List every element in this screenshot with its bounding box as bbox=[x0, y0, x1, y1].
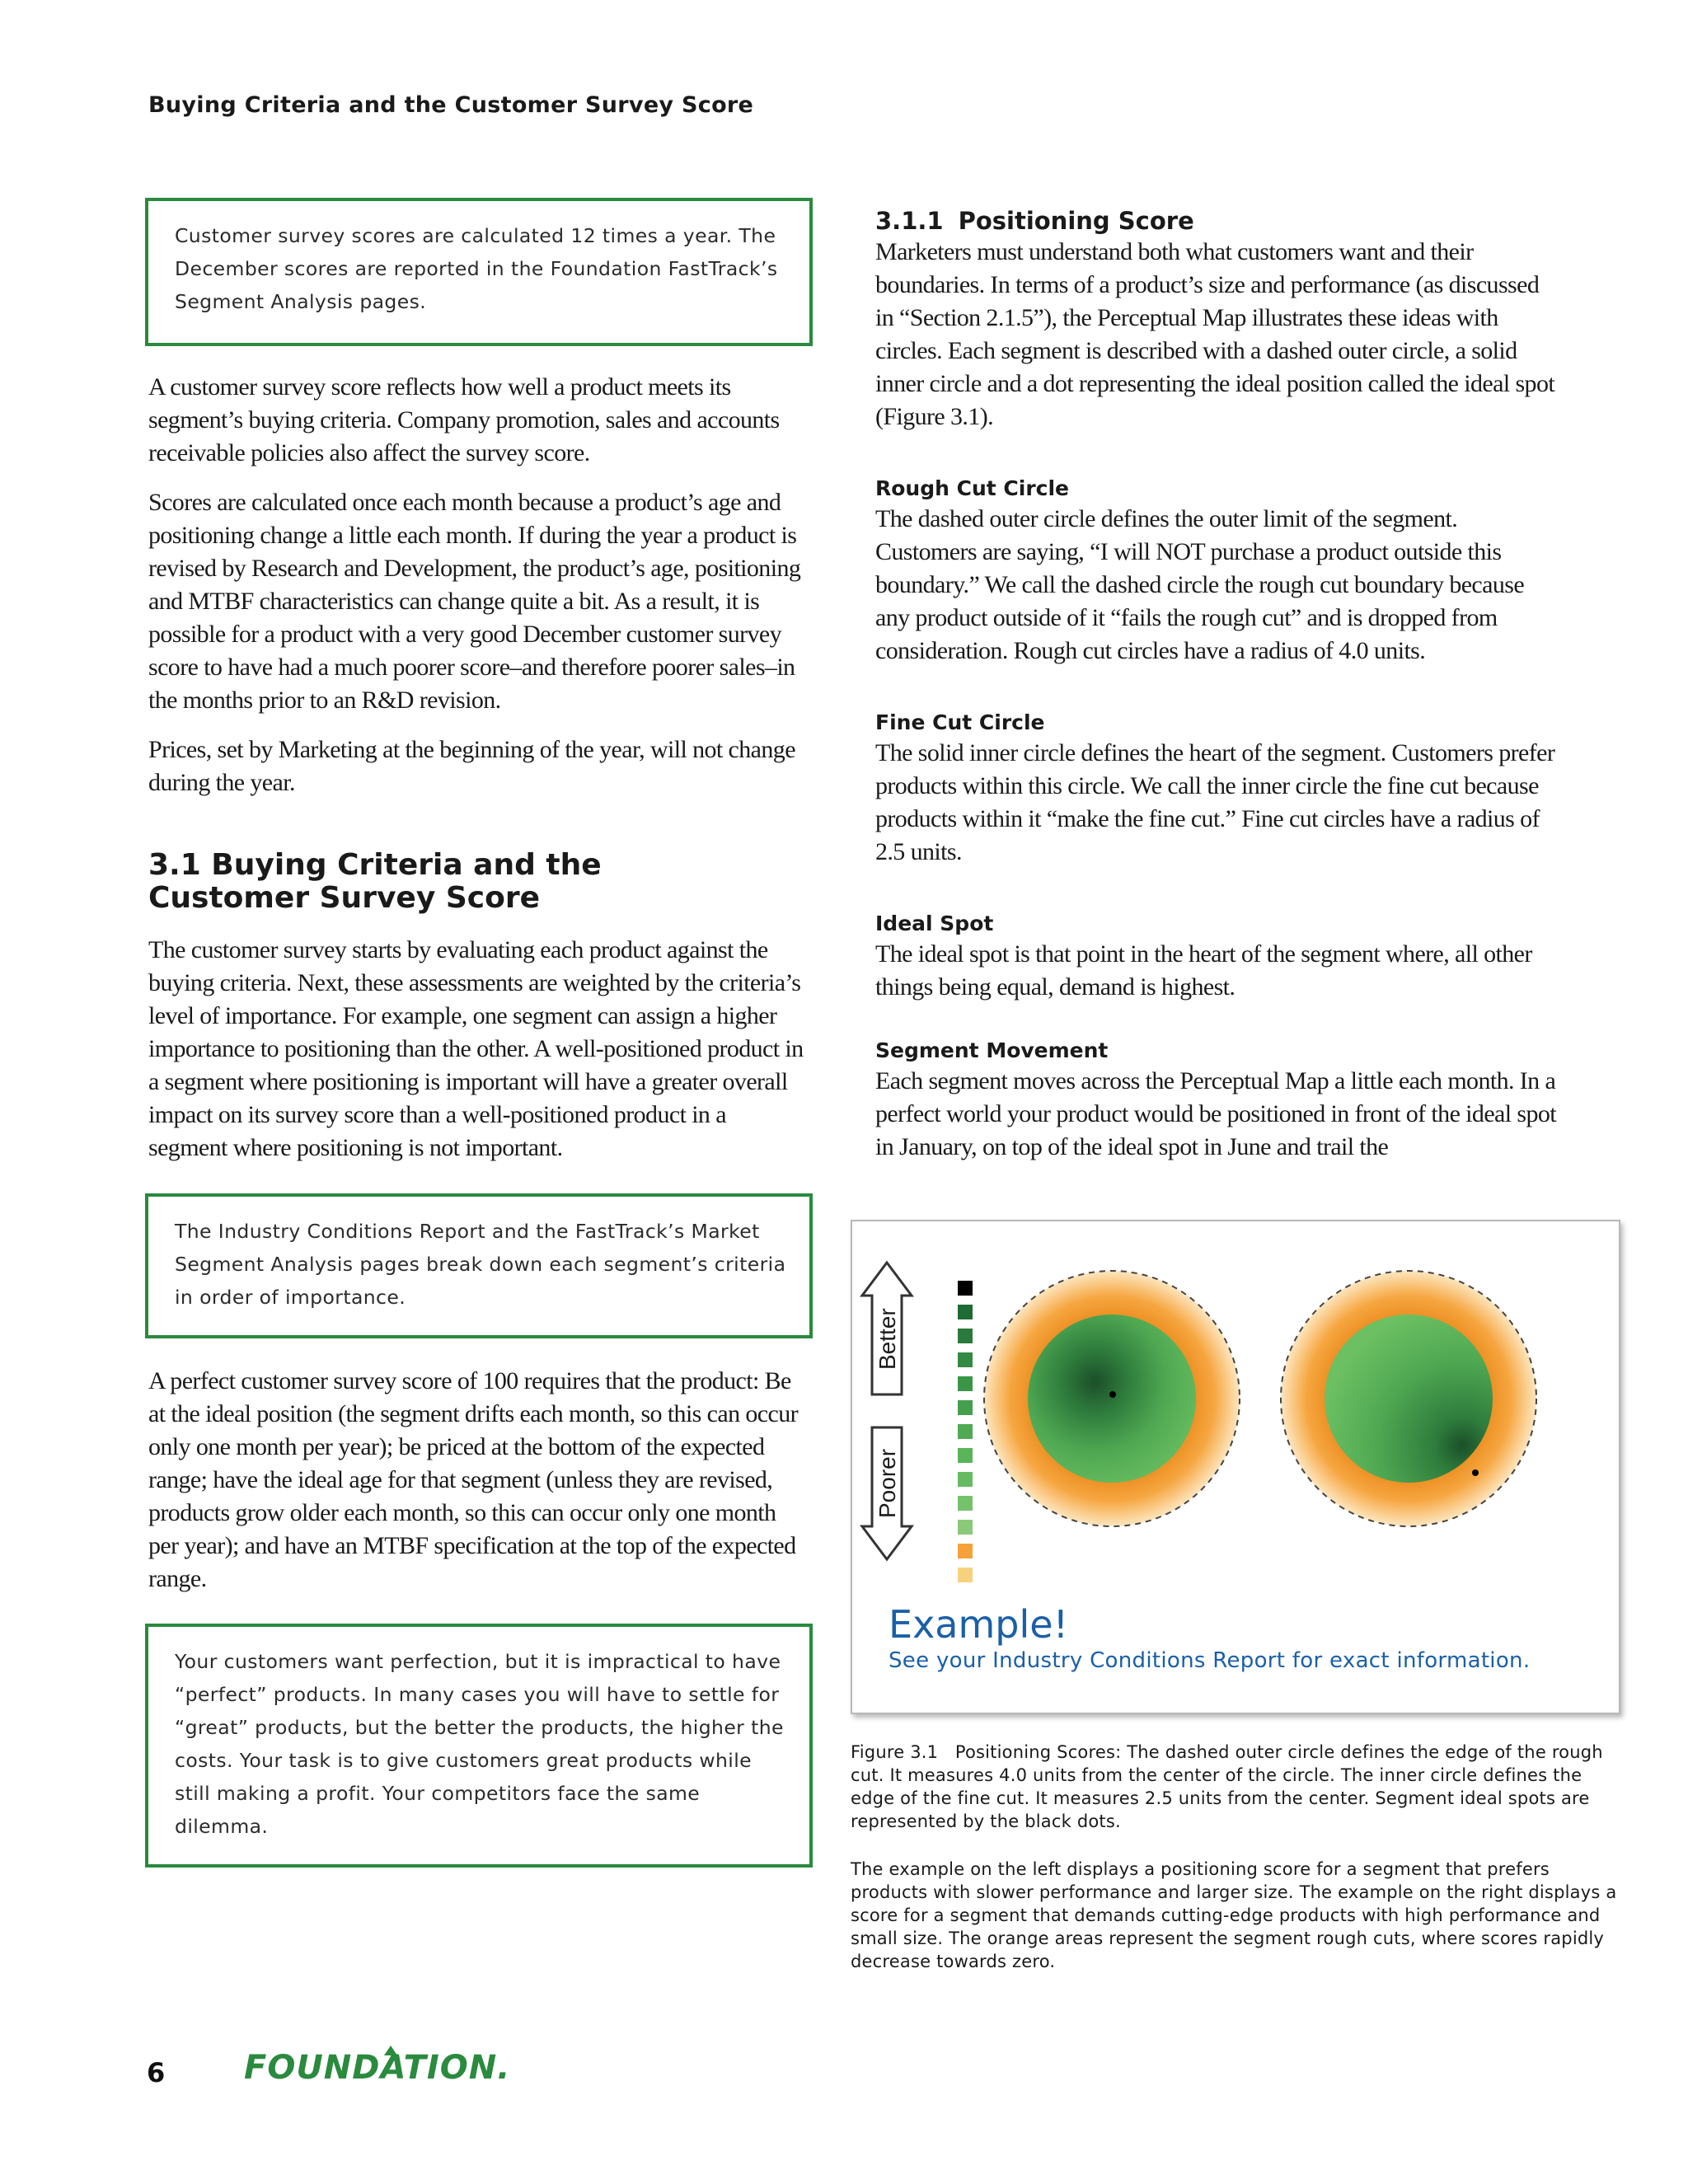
logo-mark: . bbox=[497, 2049, 511, 2087]
scale-swatch bbox=[958, 1544, 973, 1558]
section-heading-3-1: 3.1 Buying Criteria and the Customer Survey Score bbox=[148, 848, 602, 915]
logo-triangle-icon bbox=[384, 2046, 397, 2055]
running-head: Buying Criteria and the Customer Survey Score bbox=[148, 92, 754, 118]
section-heading-3-1-1 bbox=[875, 206, 1559, 236]
right-column bbox=[875, 206, 1559, 1164]
score-color-scale bbox=[958, 1281, 973, 1582]
page-number: 6 bbox=[147, 2057, 166, 2088]
heading-segment-movement: Segment Movement bbox=[875, 1038, 1109, 1062]
paragraph-survey-score: A customer survey score reflects how well a product meets its segment’s buying criteria. Company promotion, sales and accounts receivable policies also affect the survey score. bbox=[148, 373, 780, 466]
callout-text: Customer survey scores are calculated 12 times a year. The December scores are reported in the Foundation FastTrack’s Segment Analysis pages. bbox=[175, 224, 778, 313]
scale-swatch bbox=[958, 1424, 973, 1439]
figure-label: Figure 3.1 bbox=[851, 1742, 939, 1762]
left-column-mid bbox=[148, 934, 808, 1181]
section-heading-wrapper bbox=[148, 849, 742, 915]
section-number: 3.1.1 bbox=[875, 207, 944, 235]
example-title: Example! bbox=[889, 1602, 1069, 1647]
fine-cut-circle-right bbox=[1325, 1315, 1493, 1483]
callout-text: Your customers want perfection, but it is impractical to have “perfect” products. In many cases you will have to settle for “great” products, but the better the products, the higher the costs. Your task is to give customers great products while still making a profit. Your competitors face the same dilemma. bbox=[175, 1650, 784, 1838]
left-column-top bbox=[148, 371, 808, 816]
scale-swatch bbox=[958, 1281, 973, 1296]
scale-swatch bbox=[958, 1305, 973, 1319]
scale-swatch bbox=[958, 1568, 973, 1582]
scale-swatch bbox=[958, 1376, 973, 1391]
scale-swatch bbox=[958, 1400, 973, 1415]
paragraph-rough-cut: The dashed outer circle defines the outer limit of the segment. Customers are saying, “I will NOT purchase a product outside this boundary.” We call the dashed circle the rough cut boundary because any product outside of it “fails the rough cut” and is dropped from consideration. Rough cut circles have a radius of 4.0 units. bbox=[875, 505, 1525, 664]
heading-rough-cut: Rough Cut Circle bbox=[875, 476, 1070, 500]
paragraph-ideal-spot: The ideal spot is that point in the heart of the segment where, all other things being equal, demand is highest. bbox=[875, 940, 1532, 1001]
segment-right bbox=[1281, 1271, 1536, 1526]
logo-text: FOUNDATION bbox=[244, 2049, 498, 2087]
callout-perfection bbox=[145, 1624, 813, 1868]
fine-cut-circle-left bbox=[1028, 1315, 1196, 1483]
paragraph-prices: Prices, set by Marketing at the beginning of the year, will not change during the year. bbox=[148, 736, 795, 796]
paragraph-customer-survey: The customer survey starts by evaluating each product against the buying criteria. Next, these assessments are weighted by the criteria’s level of importance. For example, one segment can assign a higher importance to positioning than the other. A well-positioned product in a segment where positioning is important will have a greater overall impact on its survey score than a well-positioned product in a segment where positioning is not important. bbox=[148, 936, 804, 1161]
callout-text: The Industry Conditions Report and the FastTrack’s Market Segment Analysis pages break down each segment’s criteria in order of importance. bbox=[175, 1220, 786, 1309]
better-label: Better bbox=[874, 1308, 900, 1370]
scale-swatch bbox=[958, 1448, 973, 1463]
left-column-bottom bbox=[148, 1365, 808, 1612]
poorer-label: Poorer bbox=[874, 1448, 900, 1518]
scale-swatch bbox=[958, 1496, 973, 1511]
paragraph-positioning-intro: Marketers must understand both what customers want and their boundaries. In terms of a product’s size and performance (as discussed in “Section 2.1.5”), the Perceptual Map illustrates these ideas with circles. Each segment is described with a dashed outer circle, a solid inner circle and a dot representing the ideal position called the ideal spot (Figure 3.1). bbox=[875, 238, 1555, 430]
scale-swatch bbox=[958, 1329, 973, 1343]
ideal-spot-right bbox=[1472, 1469, 1479, 1476]
scale-swatch bbox=[958, 1472, 973, 1487]
figure-caption-text: Positioning Scores: The dashed outer circle defines the edge of the rough cut. It measures 4.0 units from the center of the circle. The inner circle defines the edge of the fine cut. It measures 2.5 units from the center. Segment ideal spots are represented by the black dots. bbox=[851, 1742, 1603, 1831]
paragraph-fine-cut: The solid inner circle defines the heart of the segment. Customers prefer products within this circle. We call the inner circle the fine cut because products within it “make the fine cut.” Fine cut circles have a radius of 2.5 units. bbox=[875, 739, 1555, 865]
paragraph-perfect-score: A perfect customer survey score of 100 requires that the product: Be at the ideal position (the segment drifts each month, so this can occur only one month per year); be priced at the bottom of the expected range; have the ideal age for that segment (unless they are revised, products grow older each month, so this can occur only one month per year); and have an MTBF specification at the top of the expected range. bbox=[148, 1367, 799, 1592]
figure-positioning-scores bbox=[851, 1220, 1620, 1714]
ideal-spot-left bbox=[1109, 1391, 1116, 1398]
scale-swatch bbox=[958, 1520, 973, 1535]
figure-example-caption: The example on the left displays a positioning score for a segment that prefers products with slower performance and larger size. The example on the right displays a score for a segment that demands cutting-edge products with high performance and small size. The orange areas represent the segment rough cuts, where scores rapidly decrease towards zero. bbox=[851, 1859, 1617, 1971]
section-title: Positioning Score bbox=[958, 207, 1194, 235]
figure-caption bbox=[851, 1741, 1617, 1833]
paragraph-segment-movement: Each segment moves across the Perceptual Map a little each month. In a perfect world your product would be positioned in front of the ideal spot in January, on top of the ideal spot in June and trail the bbox=[875, 1067, 1556, 1160]
foundation-logo bbox=[244, 2049, 510, 2087]
paragraph-monthly-scores: Scores are calculated once each month because a product’s age and positioning change a little each month. If during the year a product is revised by Research and Development, the product’s age, positioning and MTBF characteristics can change quite a bit. As a result, it is possible for a product with a very good December customer survey score to have had a much poorer score–and therefore poorer sales–in the months prior to an R&D revision. bbox=[148, 489, 801, 714]
callout-industry-report bbox=[145, 1193, 813, 1338]
segment-left bbox=[984, 1271, 1240, 1526]
heading-fine-cut: Fine Cut Circle bbox=[875, 710, 1045, 734]
heading-ideal-spot: Ideal Spot bbox=[875, 912, 994, 935]
callout-survey-frequency bbox=[145, 198, 813, 346]
scale-swatch bbox=[958, 1352, 973, 1367]
example-subtitle: See your Industry Conditions Report for exact information. bbox=[889, 1648, 1531, 1673]
